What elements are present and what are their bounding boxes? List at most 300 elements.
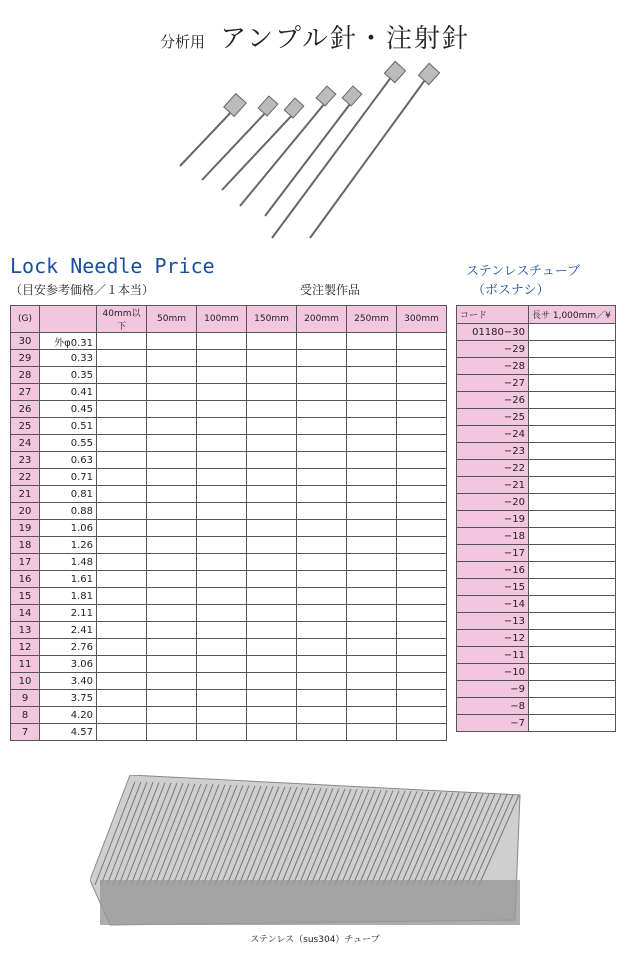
price-cell xyxy=(297,639,347,656)
price-cell xyxy=(147,350,197,367)
od-cell: 0.71 xyxy=(40,469,97,486)
header-subtitle: 分析用 xyxy=(159,33,205,51)
price-cell xyxy=(97,384,147,401)
od-cell: 3.06 xyxy=(40,656,97,673)
price-cell xyxy=(247,367,297,384)
price-cell xyxy=(97,520,147,537)
price-cell xyxy=(197,469,247,486)
gauge-cell: 23 xyxy=(11,452,40,469)
price-cell xyxy=(197,452,247,469)
od-cell: 0.81 xyxy=(40,486,97,503)
gauge-cell: 27 xyxy=(11,384,40,401)
price-cell xyxy=(197,605,247,622)
gauge-cell: 28 xyxy=(11,367,40,384)
price-cell xyxy=(397,503,447,520)
price-cell xyxy=(147,554,197,571)
tube-price-cell xyxy=(529,664,616,681)
code-cell: −15 xyxy=(457,579,529,596)
table-row xyxy=(11,605,447,622)
price-cell xyxy=(247,622,297,639)
tube-price-cell xyxy=(529,681,616,698)
price-cell xyxy=(397,452,447,469)
price-cell xyxy=(97,452,147,469)
table-row xyxy=(11,639,447,656)
price-cell xyxy=(297,622,347,639)
tube-price-cell xyxy=(529,528,616,545)
table-row xyxy=(11,537,447,554)
code-cell: −27 xyxy=(457,375,529,392)
price-cell xyxy=(147,520,197,537)
tube-price-cell xyxy=(529,562,616,579)
code-cell: −7 xyxy=(457,715,529,732)
gauge-cell: 11 xyxy=(11,656,40,673)
price-cell xyxy=(147,401,197,418)
table-row xyxy=(457,579,616,596)
table-row xyxy=(457,647,616,664)
price-cell xyxy=(397,367,447,384)
price-cell xyxy=(397,384,447,401)
price-cell xyxy=(297,418,347,435)
price-cell xyxy=(297,571,347,588)
price-cell xyxy=(247,401,297,418)
code-header: コード xyxy=(457,306,529,324)
price-cell xyxy=(97,401,147,418)
tube-price-cell xyxy=(529,460,616,477)
price-cell xyxy=(347,656,397,673)
gauge-cell: 18 xyxy=(11,537,40,554)
table-row xyxy=(457,511,616,528)
price-cell xyxy=(247,707,297,724)
price-cell xyxy=(247,350,297,367)
table-row xyxy=(11,401,447,418)
od-header xyxy=(40,306,97,333)
table-row xyxy=(457,324,616,341)
price-cell xyxy=(197,588,247,605)
price-cell xyxy=(97,435,147,452)
code-cell: −29 xyxy=(457,341,529,358)
tube-price-cell xyxy=(529,392,616,409)
code-cell: −19 xyxy=(457,511,529,528)
needle-illustration-icon xyxy=(160,58,460,248)
od-cell: 0.41 xyxy=(40,384,97,401)
table-row xyxy=(457,426,616,443)
code-cell: −21 xyxy=(457,477,529,494)
code-cell: −13 xyxy=(457,613,529,630)
price-cell xyxy=(97,622,147,639)
code-cell: −8 xyxy=(457,698,529,715)
table-row xyxy=(457,392,616,409)
price-cell xyxy=(347,350,397,367)
table-row xyxy=(11,554,447,571)
price-cell xyxy=(397,333,447,350)
price-cell xyxy=(97,690,147,707)
price-cell xyxy=(97,605,147,622)
price-cell xyxy=(247,724,297,741)
table-row xyxy=(457,477,616,494)
tube-price-cell xyxy=(529,358,616,375)
length-header: 250mm xyxy=(347,306,397,333)
price-cell xyxy=(197,622,247,639)
price-cell xyxy=(347,707,397,724)
price-cell xyxy=(147,622,197,639)
gauge-cell: 24 xyxy=(11,435,40,452)
table-row xyxy=(457,664,616,681)
gauge-cell: 26 xyxy=(11,401,40,418)
table-row xyxy=(11,435,447,452)
order-note: 受注製作品 xyxy=(300,283,361,297)
price-cell xyxy=(197,554,247,571)
table-row xyxy=(457,358,616,375)
price-cell xyxy=(147,333,197,350)
price-cell xyxy=(97,537,147,554)
table-row xyxy=(11,333,447,350)
table-row xyxy=(11,690,447,707)
table-row xyxy=(457,596,616,613)
od-cell: 0.63 xyxy=(40,452,97,469)
gauge-cell: 29 xyxy=(11,350,40,367)
tube-price-cell xyxy=(529,579,616,596)
price-cell xyxy=(397,639,447,656)
price-cell xyxy=(247,588,297,605)
gauge-cell: 17 xyxy=(11,554,40,571)
price-cell xyxy=(297,435,347,452)
od-cell: 1.61 xyxy=(40,571,97,588)
tube-price-cell xyxy=(529,409,616,426)
lock-needle-title: Lock Needle Price xyxy=(10,254,215,278)
price-cell xyxy=(397,571,447,588)
gauge-cell: 10 xyxy=(11,673,40,690)
price-cell xyxy=(347,384,397,401)
price-cell xyxy=(297,367,347,384)
gauge-cell: 7 xyxy=(11,724,40,741)
table-row xyxy=(457,341,616,358)
price-cell xyxy=(297,656,347,673)
price-cell xyxy=(347,503,397,520)
price-cell xyxy=(197,333,247,350)
price-cell xyxy=(397,401,447,418)
tube-price-cell xyxy=(529,596,616,613)
price-cell xyxy=(247,452,297,469)
price-cell xyxy=(197,724,247,741)
tube-subtitle: （ボスナシ） xyxy=(472,283,550,298)
price-cell xyxy=(397,520,447,537)
gauge-cell: 13 xyxy=(11,622,40,639)
price-cell xyxy=(297,333,347,350)
gauge-cell: 19 xyxy=(11,520,40,537)
table-row xyxy=(11,520,447,537)
price-cell xyxy=(297,673,347,690)
price-cell xyxy=(247,520,297,537)
price-cell xyxy=(347,588,397,605)
price-cell xyxy=(197,350,247,367)
price-cell xyxy=(347,537,397,554)
od-cell: 3.75 xyxy=(40,690,97,707)
price-cell xyxy=(397,554,447,571)
table-row xyxy=(457,613,616,630)
price-cell xyxy=(347,724,397,741)
table-row xyxy=(457,528,616,545)
code-cell: −11 xyxy=(457,647,529,664)
code-cell: −18 xyxy=(457,528,529,545)
price-cell xyxy=(247,554,297,571)
header-title: アンプル針・注射針 xyxy=(220,24,471,54)
price-cell xyxy=(297,605,347,622)
table-row xyxy=(457,494,616,511)
od-cell: 0.35 xyxy=(40,367,97,384)
length-header: 200mm xyxy=(297,306,347,333)
od-cell: 0.88 xyxy=(40,503,97,520)
price-cell xyxy=(197,520,247,537)
length-header: 100mm xyxy=(197,306,247,333)
gauge-cell: 16 xyxy=(11,571,40,588)
price-cell xyxy=(247,605,297,622)
price-cell xyxy=(197,367,247,384)
lock-needle-subtitle: （目安参考価格／１本当） xyxy=(10,283,155,297)
price-cell xyxy=(347,520,397,537)
price-cell xyxy=(97,418,147,435)
code-cell: −23 xyxy=(457,443,529,460)
table-row xyxy=(11,622,447,639)
od-cell: 4.57 xyxy=(40,724,97,741)
price-cell xyxy=(197,418,247,435)
tube-caption: ステンレス（sus304）チューブ xyxy=(250,935,380,945)
price-cell xyxy=(347,333,397,350)
price-cell xyxy=(297,520,347,537)
price-cell xyxy=(197,435,247,452)
length-header: 300mm xyxy=(397,306,447,333)
od-cell: 1.06 xyxy=(40,520,97,537)
table-row xyxy=(457,681,616,698)
price-cell xyxy=(147,707,197,724)
price-cell xyxy=(347,639,397,656)
code-cell: −22 xyxy=(457,460,529,477)
gauge-cell: 14 xyxy=(11,605,40,622)
price-cell xyxy=(347,486,397,503)
price-cell xyxy=(347,554,397,571)
price-cell xyxy=(147,452,197,469)
price-cell xyxy=(197,401,247,418)
price-cell xyxy=(147,537,197,554)
od-cell: 2.41 xyxy=(40,622,97,639)
price-cell xyxy=(397,656,447,673)
length-header: 40mm以下 xyxy=(97,306,147,333)
price-cell xyxy=(297,554,347,571)
price-cell xyxy=(247,673,297,690)
price-cell xyxy=(397,622,447,639)
price-cell xyxy=(147,469,197,486)
tube-price-cell xyxy=(529,630,616,647)
price-cell xyxy=(297,503,347,520)
price-cell xyxy=(147,367,197,384)
tube-title: ステンレスチューブ xyxy=(466,264,581,279)
table-row xyxy=(11,503,447,520)
price-cell xyxy=(347,418,397,435)
code-cell: 01180−30 xyxy=(457,324,529,341)
price-cell xyxy=(247,639,297,656)
code-cell: −28 xyxy=(457,358,529,375)
price-table xyxy=(10,305,447,741)
tube-price-cell xyxy=(529,477,616,494)
tube-price-cell xyxy=(529,613,616,630)
price-cell xyxy=(397,707,447,724)
price-cell xyxy=(297,537,347,554)
price-cell xyxy=(197,384,247,401)
code-cell: −14 xyxy=(457,596,529,613)
price-cell xyxy=(347,673,397,690)
tube-table xyxy=(456,305,616,732)
gauge-cell: 15 xyxy=(11,588,40,605)
tube-price-cell xyxy=(529,443,616,460)
price-cell xyxy=(247,435,297,452)
code-cell: −16 xyxy=(457,562,529,579)
price-cell xyxy=(97,707,147,724)
price-cell xyxy=(397,724,447,741)
tube-price-cell xyxy=(529,375,616,392)
od-cell: 0.51 xyxy=(40,418,97,435)
od-cell: 0.55 xyxy=(40,435,97,452)
table-row xyxy=(11,350,447,367)
price-cell xyxy=(97,656,147,673)
length-header: 150mm xyxy=(247,306,297,333)
od-cell: 1.26 xyxy=(40,537,97,554)
code-cell: −20 xyxy=(457,494,529,511)
price-cell xyxy=(97,469,147,486)
price-cell xyxy=(147,690,197,707)
price-cell xyxy=(247,690,297,707)
price-cell xyxy=(97,639,147,656)
price-cell xyxy=(347,690,397,707)
od-cell: 1.48 xyxy=(40,554,97,571)
price-cell xyxy=(297,401,347,418)
price-cell xyxy=(147,418,197,435)
gauge-cell: 9 xyxy=(11,690,40,707)
tube-bundle-illustration-icon xyxy=(90,775,530,930)
gauge-cell: 8 xyxy=(11,707,40,724)
tube-price-cell xyxy=(529,545,616,562)
od-cell: 2.76 xyxy=(40,639,97,656)
price-cell xyxy=(347,469,397,486)
price-cell xyxy=(347,452,397,469)
price-cell xyxy=(247,418,297,435)
code-cell: −10 xyxy=(457,664,529,681)
price-cell xyxy=(297,724,347,741)
price-cell xyxy=(247,333,297,350)
price-cell xyxy=(197,639,247,656)
price-cell xyxy=(147,503,197,520)
price-cell xyxy=(397,605,447,622)
table-row xyxy=(11,469,447,486)
tube-price-cell xyxy=(529,511,616,528)
code-cell: −9 xyxy=(457,681,529,698)
price-cell xyxy=(397,469,447,486)
price-cell xyxy=(147,486,197,503)
gauge-cell: 22 xyxy=(11,469,40,486)
price-cell xyxy=(397,486,447,503)
price-cell xyxy=(147,435,197,452)
table-row xyxy=(457,443,616,460)
od-cell: 0.33 xyxy=(40,350,97,367)
price-cell xyxy=(347,605,397,622)
od-cell: 0.45 xyxy=(40,401,97,418)
table-row xyxy=(457,698,616,715)
price-cell xyxy=(97,571,147,588)
price-cell xyxy=(297,350,347,367)
od-cell: 2.11 xyxy=(40,605,97,622)
price-cell xyxy=(147,656,197,673)
price-cell xyxy=(97,724,147,741)
price-cell xyxy=(197,571,247,588)
tube-price-cell xyxy=(529,341,616,358)
price-cell xyxy=(97,503,147,520)
od-cell: 4.20 xyxy=(40,707,97,724)
price-cell xyxy=(347,367,397,384)
od-cell: 外φ0.31 xyxy=(40,333,97,350)
tube-price-header: 長サ 1,000mm／¥ xyxy=(529,306,616,324)
price-cell xyxy=(197,690,247,707)
table-row xyxy=(11,588,447,605)
price-cell xyxy=(297,486,347,503)
price-cell xyxy=(197,503,247,520)
price-cell xyxy=(247,571,297,588)
price-cell xyxy=(297,384,347,401)
price-cell xyxy=(397,418,447,435)
tube-price-cell xyxy=(529,426,616,443)
price-cell xyxy=(397,588,447,605)
table-row xyxy=(11,656,447,673)
price-cell xyxy=(397,350,447,367)
price-cell xyxy=(247,384,297,401)
price-cell xyxy=(147,384,197,401)
length-header: 50mm xyxy=(147,306,197,333)
price-cell xyxy=(147,639,197,656)
price-cell xyxy=(147,673,197,690)
price-cell xyxy=(97,486,147,503)
price-cell xyxy=(197,486,247,503)
table-row xyxy=(11,673,447,690)
price-table-header xyxy=(11,306,447,333)
table-row xyxy=(11,707,447,724)
price-cell xyxy=(97,673,147,690)
price-cell xyxy=(347,401,397,418)
tube-price-cell xyxy=(529,494,616,511)
code-cell: −25 xyxy=(457,409,529,426)
table-row xyxy=(11,724,447,741)
price-cell xyxy=(147,724,197,741)
gauge-cell: 21 xyxy=(11,486,40,503)
price-cell xyxy=(347,435,397,452)
price-cell xyxy=(347,622,397,639)
table-row xyxy=(457,545,616,562)
table-row xyxy=(11,418,447,435)
tube-price-cell xyxy=(529,715,616,732)
price-cell xyxy=(197,707,247,724)
od-cell: 1.81 xyxy=(40,588,97,605)
price-cell xyxy=(297,469,347,486)
od-cell: 3.40 xyxy=(40,673,97,690)
price-cell xyxy=(297,690,347,707)
table-row xyxy=(11,384,447,401)
tube-price-cell xyxy=(529,647,616,664)
gauge-cell: 12 xyxy=(11,639,40,656)
table-row xyxy=(457,460,616,477)
price-cell xyxy=(147,605,197,622)
price-cell xyxy=(147,571,197,588)
table-row xyxy=(11,367,447,384)
table-row xyxy=(457,409,616,426)
price-cell xyxy=(397,537,447,554)
price-cell xyxy=(397,690,447,707)
price-cell xyxy=(197,656,247,673)
